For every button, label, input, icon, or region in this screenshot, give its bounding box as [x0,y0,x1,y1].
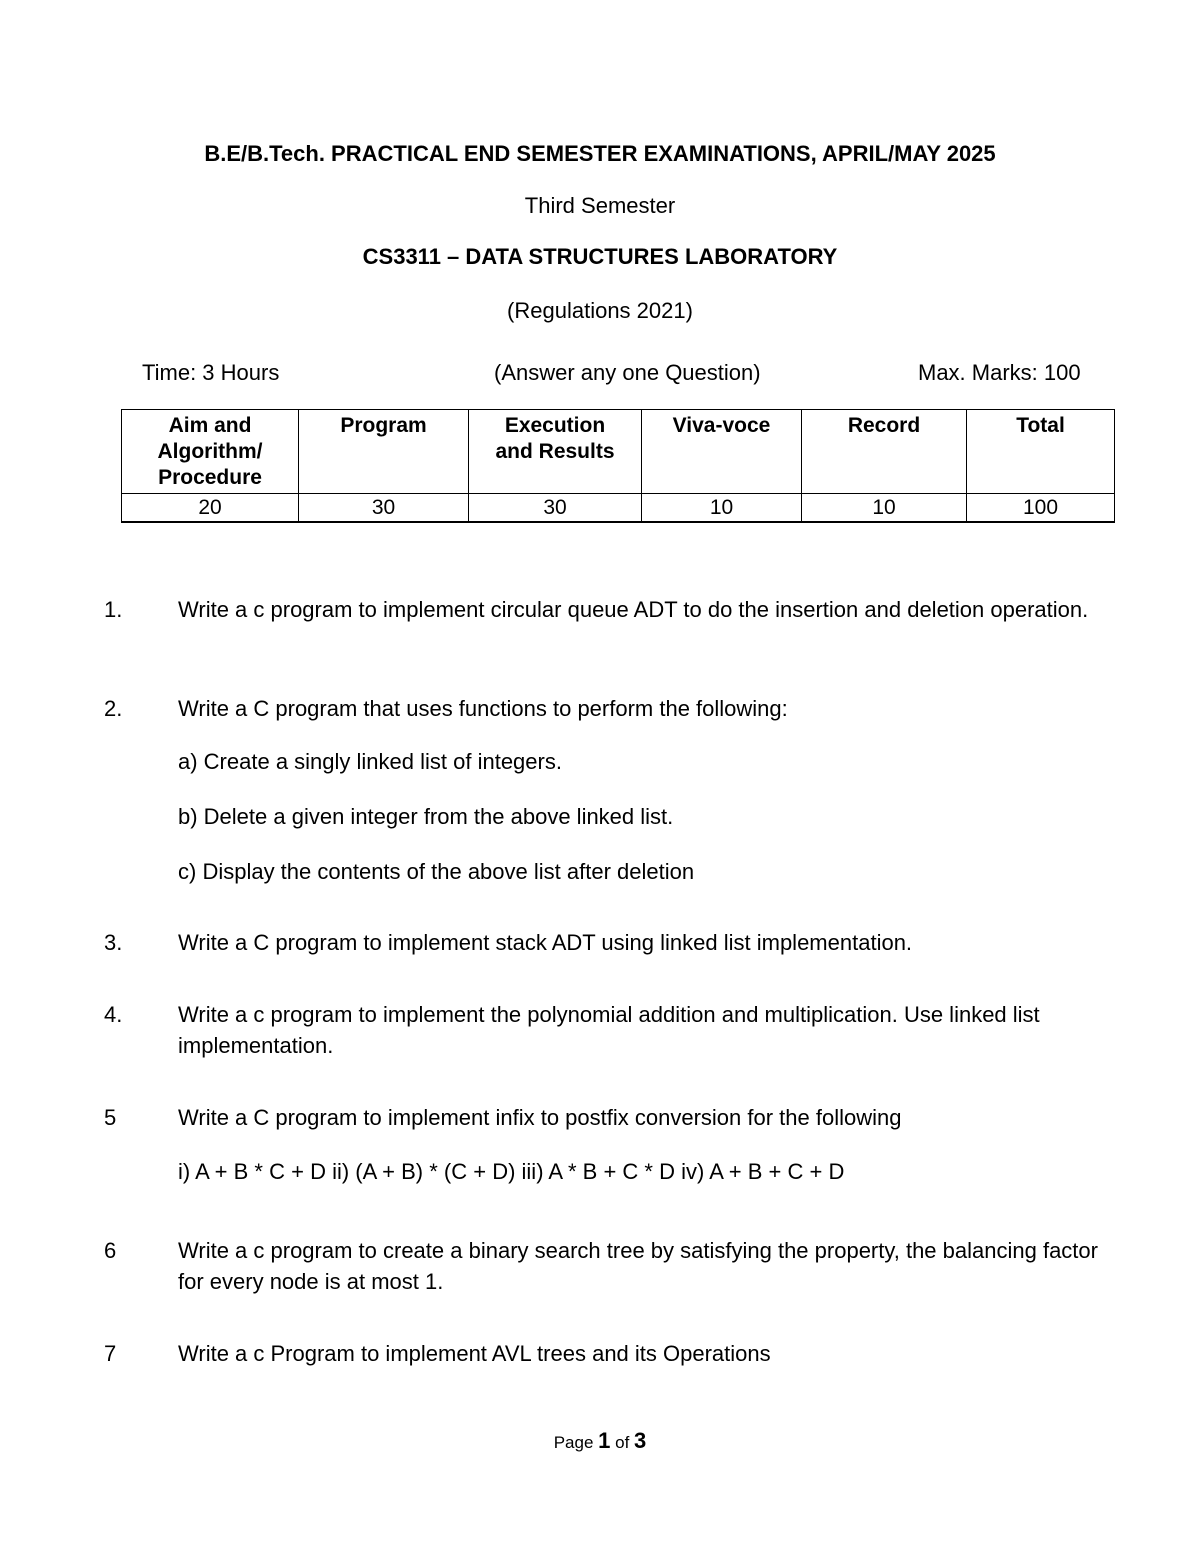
question-text: Write a C program to implement stack ADT using linked list implementation. [178,930,913,955]
question-number: 6 [104,1238,117,1263]
question-number: 5 [104,1105,117,1130]
question-text: Write a c program to create a binary search tree by satisfying the property, the balancing factor for every node is at most 1. [178,1238,1098,1294]
exam-max-marks: Max. Marks: 100 [918,360,1081,385]
exam-time: Time: 3 Hours [142,360,280,385]
question-2-subpart-c: c) Display the contents of the above list after deletion [178,859,695,884]
marks-value-total: 100 [967,494,1115,523]
page-footer [0,1428,1200,1454]
marks-header-record: Record [802,410,967,494]
question-text: Write a c program to implement circular queue ADT to do the insertion and deletion operation. [178,597,1089,622]
marks-header-total: Total [967,410,1115,494]
page-label: Page [553,1433,594,1452]
question-text: Write a C program to implement infix to postfix conversion for the following [178,1105,902,1130]
marks-header-aim: Aim and Algorithm/ Procedure [122,410,299,494]
marks-table-header-row [122,410,1115,494]
question-text: Write a c Program to implement AVL trees and its Operations [178,1341,771,1366]
question-number: 2. [104,696,123,721]
marks-header-viva: Viva-voce [642,410,802,494]
question-number: 4. [104,1002,123,1027]
question-number: 7 [104,1341,117,1366]
marks-value-record: 10 [802,494,967,523]
exam-instruction: (Answer any one Question) [494,360,761,385]
page-current: 1 [598,1428,611,1453]
subject-title: CS3311 – DATA STRUCTURES LABORATORY [362,244,838,269]
marks-value-program: 30 [299,494,469,523]
question-5-expressions: i) A + B * C + D ii) (A + B) * (C + D) iii) A * B + C * D iv) A + B + C + D [178,1159,845,1184]
marks-value-aim: 20 [122,494,299,523]
marks-distribution-table [121,409,1115,523]
marks-header-execution: Execution and Results [469,410,642,494]
marks-header-program: Program [299,410,469,494]
exam-title: B.E/B.Tech. PRACTICAL END SEMESTER EXAMINATIONS, APRIL/MAY 2025 [204,141,996,166]
regulations-label: (Regulations 2021) [507,298,693,323]
page-total: 3 [634,1428,647,1453]
question-text: Write a C program that uses functions to perform the following: [178,696,788,721]
semester-label: Third Semester [524,193,676,218]
question-number: 3. [104,930,123,955]
marks-table-value-row [122,494,1115,523]
marks-value-viva: 10 [642,494,802,523]
question-text: Write a c program to implement the polynomial addition and multiplication. Use linked list implementation. [178,1002,1040,1058]
question-2-subpart-a: a) Create a singly linked list of integers. [178,749,562,774]
question-2-subpart-b: b) Delete a given integer from the above linked list. [178,804,674,829]
of-label: of [615,1433,630,1452]
marks-value-execution: 30 [469,494,642,523]
question-number: 1. [104,597,123,622]
